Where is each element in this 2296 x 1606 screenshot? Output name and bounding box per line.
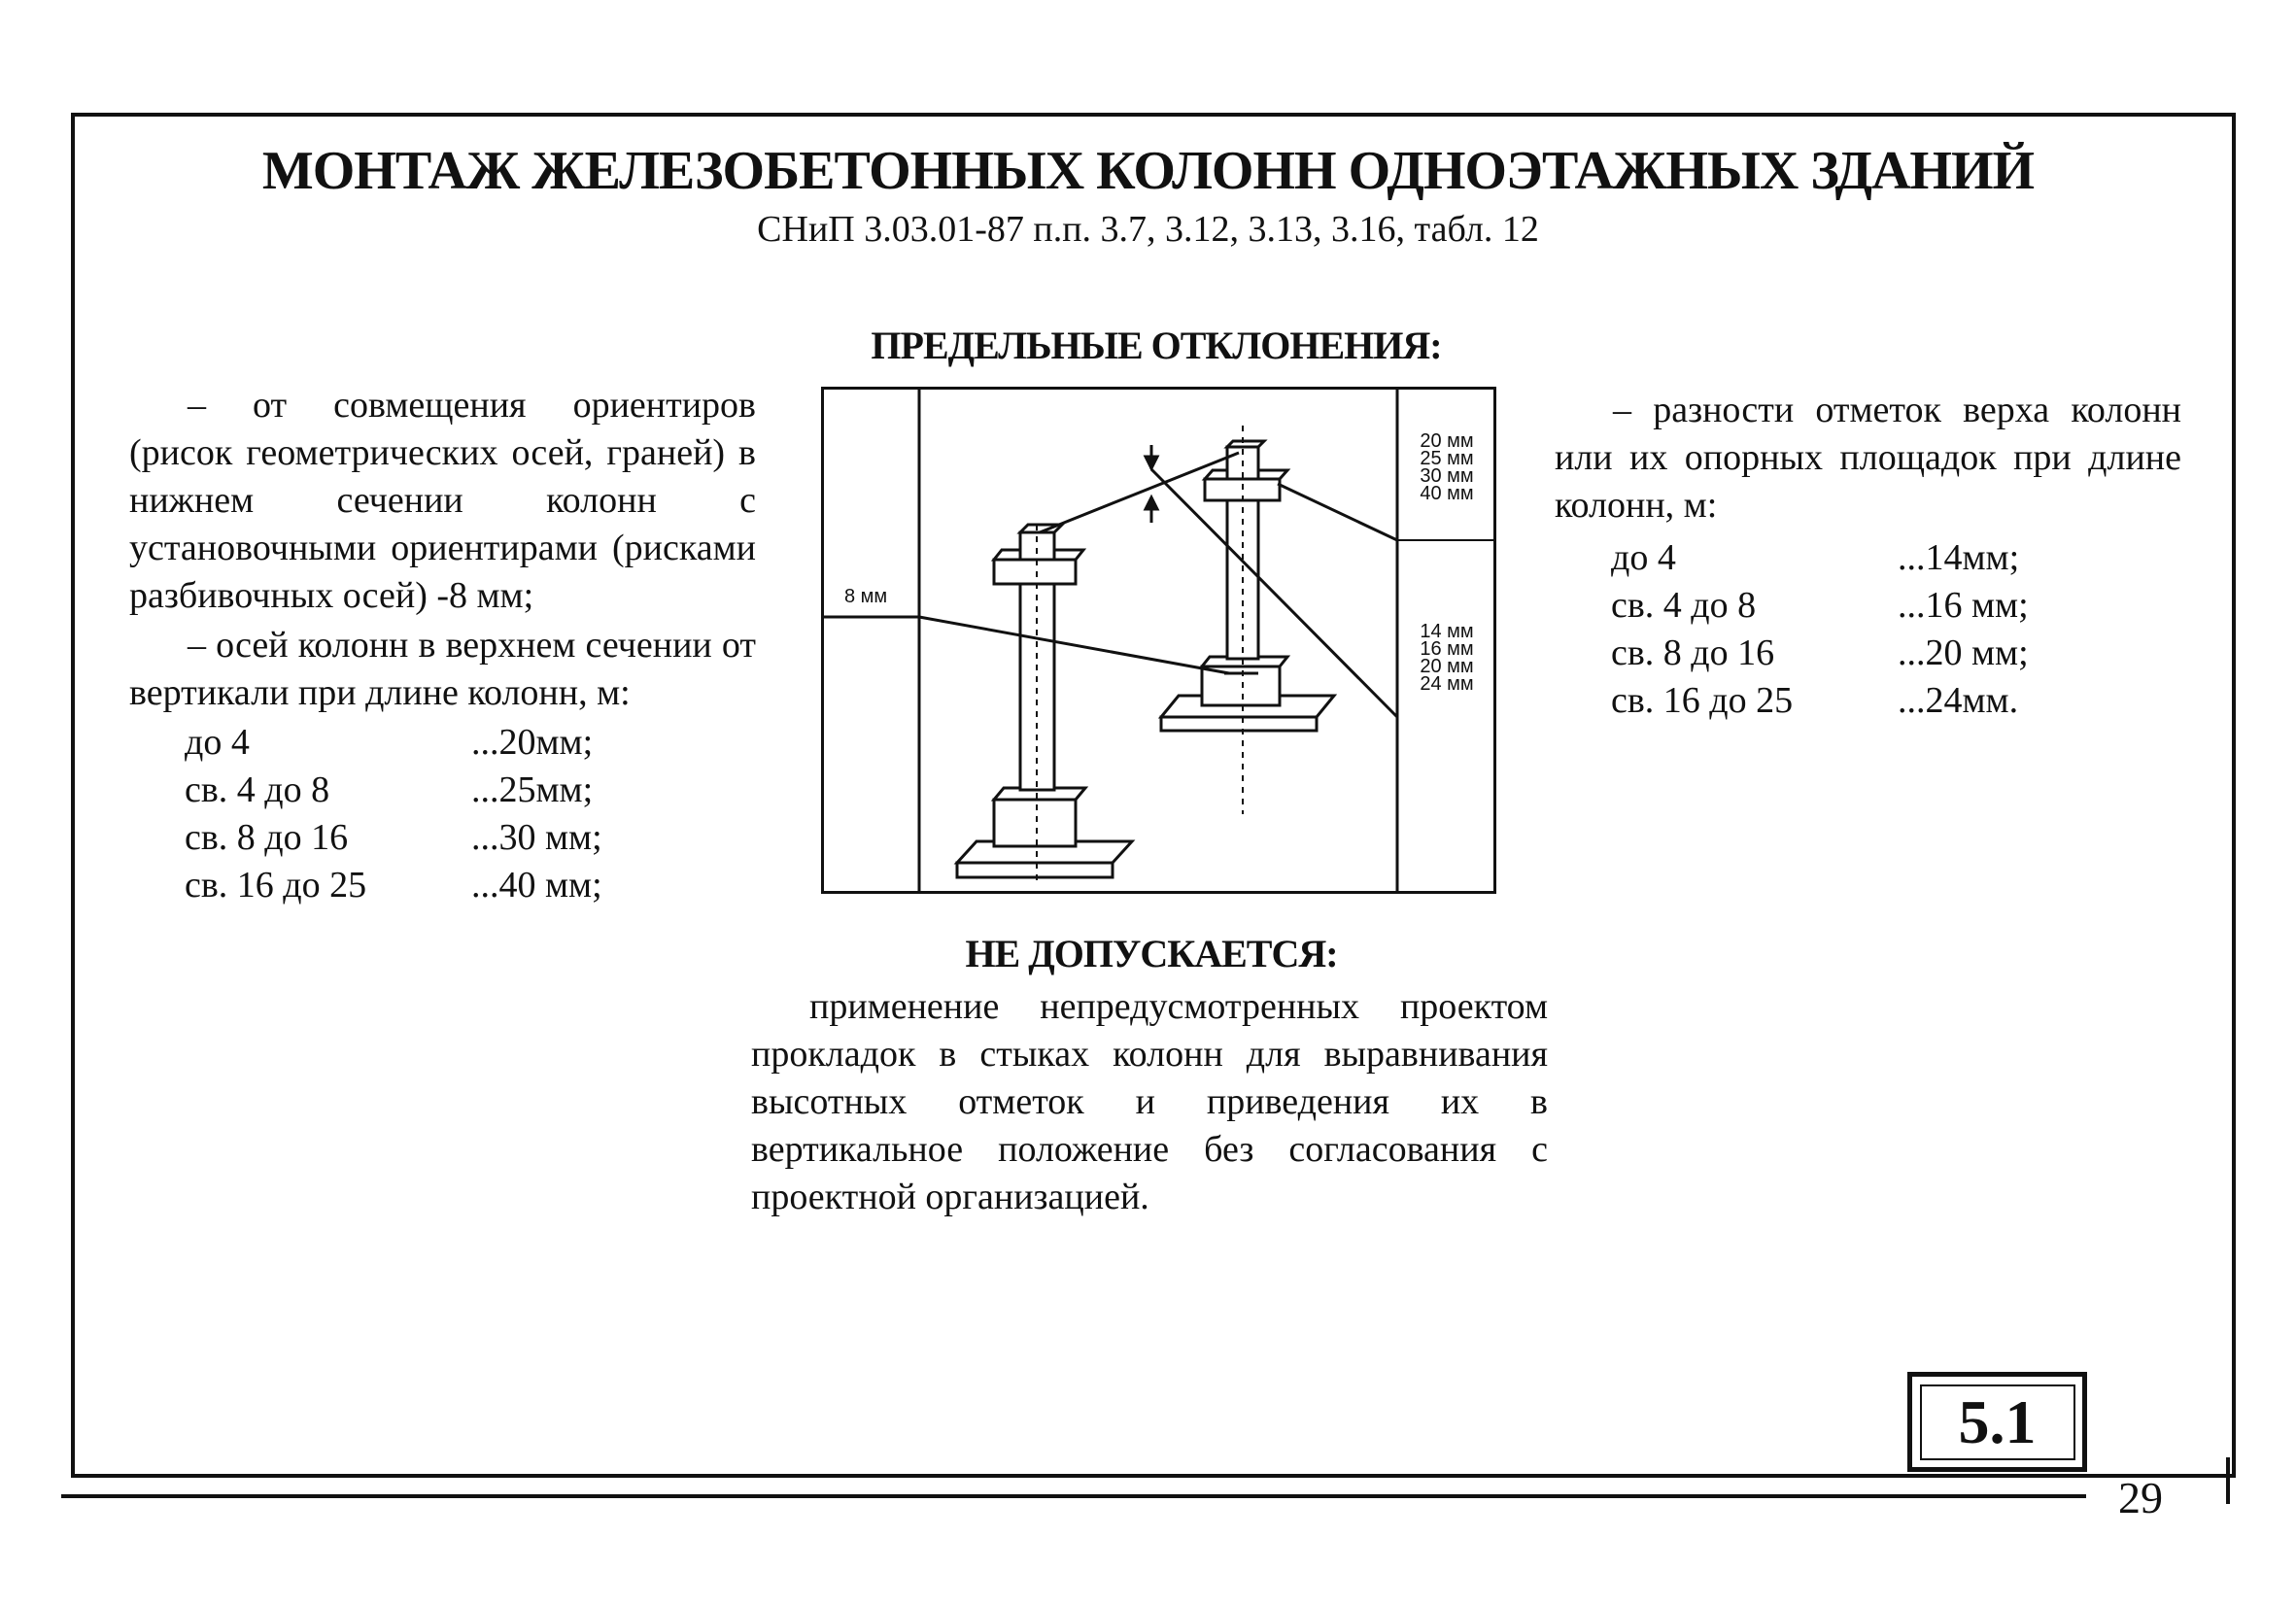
top-label-2: 25 мм (1420, 448, 1474, 469)
range-cell: св. 8 до 16 (185, 817, 349, 858)
bottom-label-3: 20 мм (1420, 656, 1474, 677)
limits-heading: ПРЕДЕЛЬНЫЕ ОТКЛОНЕНИЯ: (871, 324, 1442, 367)
left-paragraph-1: – от совмещения ориентиров (рисок геометрических осей, граней) в нижнем сечении колонн с установочными ориентирами (рисками разбивочных осей) -8 мм; (129, 385, 756, 616)
figure-border (823, 389, 1495, 893)
page-subtitle: СНиП 3.03.01-87 п.п. 3.7, 3.12, 3.13, 3.16, табл. 12 (757, 209, 1539, 250)
table-row (185, 814, 602, 862)
column-deviation-diagram (821, 387, 1496, 894)
range-cell: св. 8 до 16 (1611, 632, 1775, 673)
right-tolerance-table (1611, 534, 2029, 725)
right-rule-tail (2226, 1457, 2230, 1504)
range-cell: св. 16 до 25 (1611, 680, 1794, 721)
top-label-4: 40 мм (1420, 483, 1474, 504)
range-cell: до 4 (185, 722, 250, 763)
table-row (1611, 534, 2029, 582)
table-row (185, 862, 602, 909)
table-row (1611, 677, 2029, 725)
section-number: 5.1 (1920, 1384, 2075, 1460)
forbidden-text: применение непредусмотренных проектом прокладок в стыках колонн для выравнивания высотных отметок и приведения их в вертикальное положение без согласования с проектной организацией. (751, 986, 1548, 1217)
value-cell: ...14мм; (1898, 537, 2020, 578)
value-cell: ...20 мм; (1898, 632, 2029, 673)
table-row (185, 719, 602, 767)
table-row (1611, 582, 2029, 630)
value-cell: ...16 мм; (1898, 585, 2029, 626)
value-cell: ...30 мм; (471, 817, 602, 858)
value-cell: ...24мм. (1898, 680, 2019, 721)
forbidden-heading: НЕ ДОПУСКАЕТСЯ: (965, 932, 1338, 975)
top-label-1: 20 мм (1420, 430, 1474, 452)
left-label: 8 мм (844, 586, 888, 607)
value-cell: ...40 мм; (471, 865, 602, 906)
right-paragraph: – разности отметок верха колонн или их опорных площадок при длине колонн, м: (1555, 390, 2181, 526)
table-row (1611, 630, 2029, 677)
value-cell: ...25мм; (471, 769, 594, 810)
left-paragraph-2: – осей колонн в верхнем сечении от вертикали при длине колонн, м: (129, 625, 756, 713)
bottom-rule (61, 1494, 2086, 1498)
range-cell: св. 4 до 8 (1611, 585, 1757, 626)
range-cell: св. 16 до 25 (185, 865, 367, 906)
section-badge (1907, 1372, 2087, 1472)
value-cell: ...20мм; (471, 722, 594, 763)
bottom-label-4: 24 мм (1420, 673, 1474, 695)
page-title: МОНТАЖ ЖЕЛЕЗОБЕТОННЫХ КОЛОНН ОДНОЭТАЖНЫХ ЗДАНИЙ (261, 141, 2035, 201)
range-cell: до 4 (1611, 537, 1676, 578)
bottom-label-1: 14 мм (1420, 621, 1474, 642)
page-number: 29 (2118, 1473, 2163, 1522)
near-column (957, 525, 1132, 882)
left-tolerance-table (185, 719, 602, 909)
table-row (185, 767, 602, 814)
leader-lines (821, 445, 1397, 717)
top-label-3: 30 мм (1420, 465, 1474, 487)
range-cell: св. 4 до 8 (185, 769, 330, 810)
far-column (1161, 426, 1334, 814)
bottom-label-2: 16 мм (1420, 638, 1474, 660)
